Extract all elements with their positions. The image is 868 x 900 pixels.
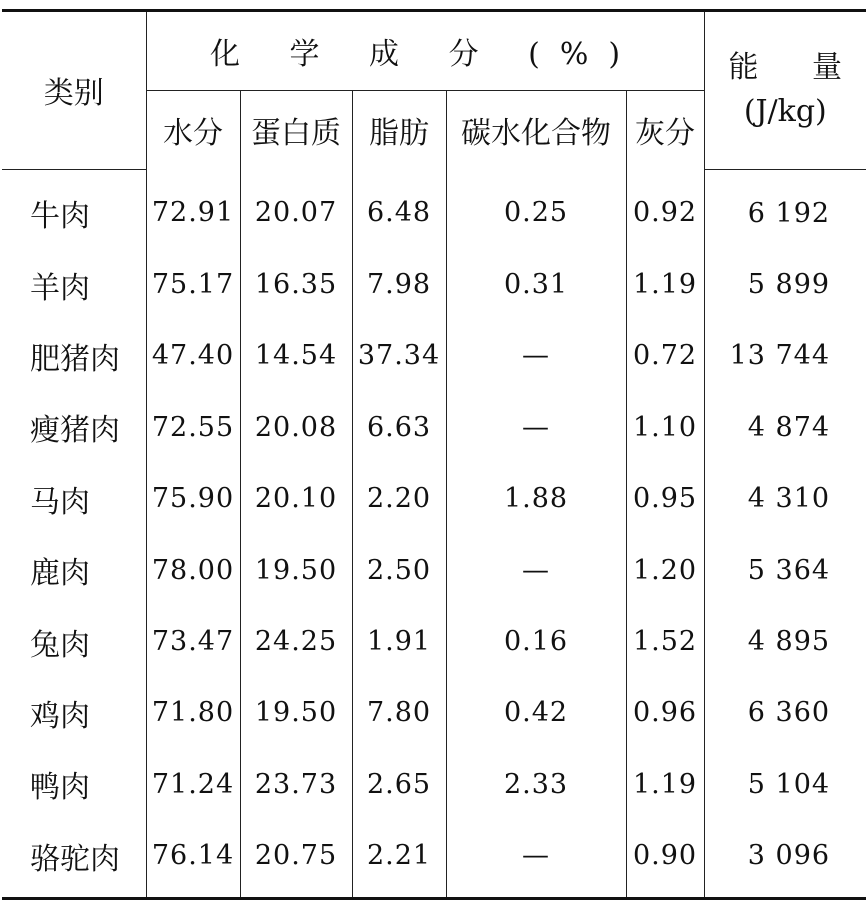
cell-carbohydrate: — [446, 820, 626, 899]
cell-energy: 5 364 [704, 534, 866, 605]
cell-category: 兔肉 [2, 606, 146, 677]
cell-protein: 23.73 [240, 749, 352, 820]
cell-protein: 20.07 [240, 169, 352, 249]
cell-protein: 16.35 [240, 249, 352, 320]
nutrition-table [2, 9, 866, 900]
cell-energy: 5 899 [704, 249, 866, 320]
cell-ash: 1.52 [632, 626, 698, 658]
cell-fat: 2.21 [352, 820, 446, 899]
cell-energy: 6 360 [704, 677, 866, 748]
cell-fat: 6.63 [352, 392, 446, 463]
cell-carbohydrate: 0.42 [446, 677, 626, 748]
cell-water: 75.90 [146, 463, 240, 534]
table-row [2, 169, 866, 249]
cell-water: 47.40 [146, 320, 240, 391]
cell-fat: 7.98 [352, 249, 446, 320]
header-protein: 蛋白质 [240, 91, 352, 170]
cell-ash: 1.19 [632, 269, 698, 301]
cell-water: 71.24 [146, 749, 240, 820]
cell-category: 鹿肉 [2, 534, 146, 605]
header-carbohydrate: 碳水化合物 [446, 91, 626, 170]
cell-protein: 24.25 [240, 606, 352, 677]
header-chemical-composition: 化 学 成 分 (%) [146, 11, 704, 91]
cell-water: 71.80 [146, 677, 240, 748]
cell-protein: 20.08 [240, 392, 352, 463]
cell-water: 75.17 [146, 249, 240, 320]
cell-ash: 1.10 [632, 411, 698, 443]
cell-protein: 19.50 [240, 677, 352, 748]
table-row [2, 820, 866, 899]
cell-energy: 6 192 [704, 169, 866, 249]
cell-carbohydrate: 0.16 [446, 606, 626, 677]
cell-ash: 0.92 [632, 197, 698, 229]
cell-fat: 2.20 [352, 463, 446, 534]
header-energy-unit: (J/kg) [743, 94, 827, 130]
cell-carbohydrate: 1.88 [446, 463, 626, 534]
cell-energy: 4 874 [704, 392, 866, 463]
header-water: 水分 [146, 91, 240, 170]
cell-fat: 2.65 [352, 749, 446, 820]
cell-energy: 13 744 [704, 320, 866, 391]
header-category: 类别 [2, 11, 146, 170]
cell-category: 瘦猪肉 [2, 392, 146, 463]
cell-carbohydrate: — [446, 534, 626, 605]
cell-water: 73.47 [146, 606, 240, 677]
cell-ash: 0.96 [632, 697, 698, 729]
cell-water: 72.55 [146, 392, 240, 463]
cell-ash: 0.90 [632, 840, 698, 872]
cell-protein: 19.50 [240, 534, 352, 605]
cell-water: 72.91 [146, 169, 240, 249]
table-row [2, 606, 866, 677]
cell-category: 鸡肉 [2, 677, 146, 748]
table-row [2, 249, 866, 320]
cell-energy: 4 895 [704, 606, 866, 677]
cell-category: 马肉 [2, 463, 146, 534]
table-row [2, 749, 866, 820]
cell-fat: 2.50 [352, 534, 446, 605]
cell-protein: 14.54 [240, 320, 352, 391]
cell-fat: 6.48 [352, 169, 446, 249]
cell-carbohydrate: — [446, 392, 626, 463]
cell-ash: 0.95 [632, 483, 698, 515]
cell-carbohydrate: — [446, 320, 626, 391]
cell-fat: 7.80 [352, 677, 446, 748]
cell-protein: 20.75 [240, 820, 352, 899]
cell-water: 76.14 [146, 820, 240, 899]
cell-water: 78.00 [146, 534, 240, 605]
cell-ash: 0.72 [632, 340, 698, 372]
table-row [2, 463, 866, 534]
cell-category: 骆驼肉 [2, 820, 146, 899]
header-energy [704, 11, 866, 170]
cell-category: 羊肉 [2, 249, 146, 320]
cell-energy: 3 096 [704, 820, 866, 899]
table-row [2, 392, 866, 463]
cell-protein: 20.10 [240, 463, 352, 534]
cell-ash: 1.20 [632, 554, 698, 586]
cell-ash: 1.19 [632, 768, 698, 800]
cell-category: 肥猪肉 [2, 320, 146, 391]
cell-carbohydrate: 0.31 [446, 249, 626, 320]
cell-fat: 1.91 [352, 606, 446, 677]
cell-energy: 5 104 [704, 749, 866, 820]
table-row [2, 320, 866, 391]
header-ash: 灰分 [635, 116, 696, 151]
cell-fat: 37.34 [352, 320, 446, 391]
cell-category: 牛肉 [2, 169, 146, 249]
cell-energy: 4 310 [704, 463, 866, 534]
cell-carbohydrate: 2.33 [446, 749, 626, 820]
header-energy-name: 能 量 [728, 50, 865, 86]
cell-carbohydrate: 0.25 [446, 169, 626, 249]
cell-category: 鸭肉 [2, 749, 146, 820]
table-body [2, 169, 866, 899]
header-fat: 脂肪 [352, 91, 446, 170]
table-row [2, 534, 866, 605]
table-row [2, 677, 866, 748]
